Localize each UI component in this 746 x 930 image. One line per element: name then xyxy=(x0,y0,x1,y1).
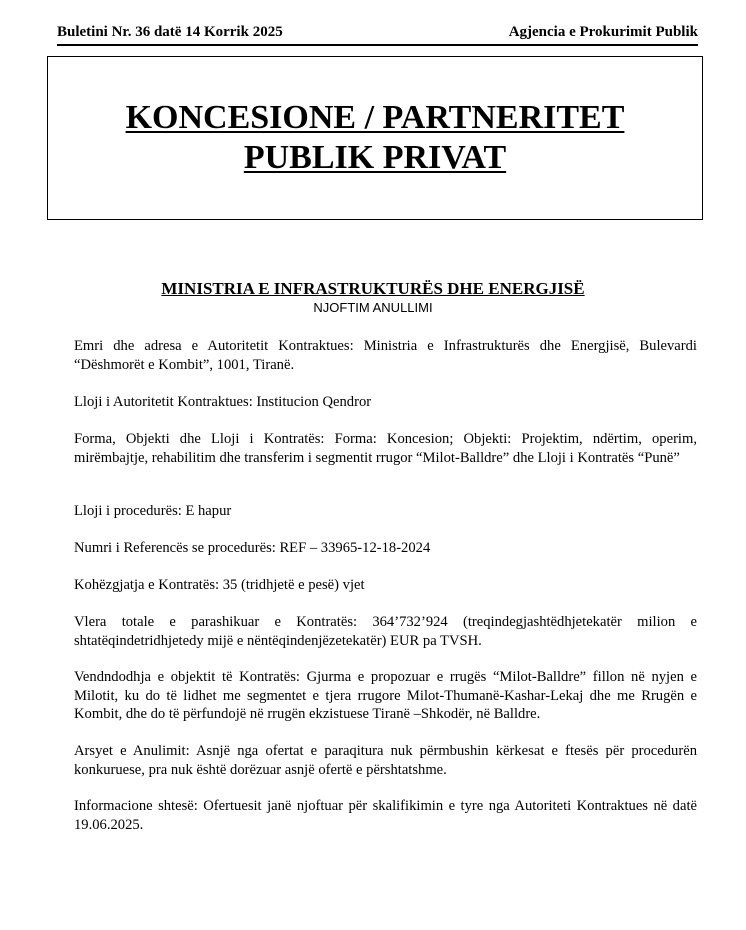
contract-form-object-type: Forma, Objekti dhe Lloji i Kontratës: Forma: Koncesion; Objekti: Projektim, ndërtim, operim, mirëmbajtje, rehabilitim dhe transferim i segmentit rrugor “Milot-Balldre” dhe Lloji i Kontratës “Punë” xyxy=(74,431,697,466)
section-title-box xyxy=(47,56,703,220)
bulletin-number-date: Buletini Nr. 36 datë 14 Korrik 2025 xyxy=(57,23,283,40)
ministry-heading: MINISTRIA E INFRASTRUKTURËS DHE ENERGJISË xyxy=(161,279,585,298)
contracting-authority-name-address: Emri dhe adresa e Autoritetit Kontraktues: Ministria e Infrastrukturës dhe Energjisë, Bulevardi “Dëshmorët e Kombit”, 1001, Tiranë. xyxy=(74,338,697,373)
cancellation-reasons: Arsyet e Anulimit: Asnjë nga ofertat e paraqitura nuk përmbushin kërkesat e ftesës për procedurën konkuruese, pra nuk është dorëzuar asnjë ofertë e përshtatshme. xyxy=(74,743,697,778)
procedure-reference-number: Numri i Referencës se procedurës: REF – 33965-12-18-2024 xyxy=(74,540,431,556)
procedure-type: Lloji i procedurës: E hapur xyxy=(74,503,232,519)
contracting-authority-type: Lloji i Autoritetit Kontraktues: Institucion Qendror xyxy=(74,394,372,410)
contract-total-value: Vlera totale e parashikuar e Kontratës: 364’732’924 (treqindegjashtëdhjetekatër milion e shtatëqindetridhjetedy mijë e nëntëqindenjëzetekatër) EUR pa TVSH. xyxy=(74,614,697,649)
notice-type: NJOFTIM ANULLIMI xyxy=(313,300,433,315)
section-title-line-2: PUBLIK PRIVAT xyxy=(243,139,507,176)
contract-duration: Kohëzgjatja e Kontratës: 35 (tridhjetë e pesë) vjet xyxy=(74,577,365,593)
section-title-line-1: KONCESIONE / PARTNERITET xyxy=(125,99,625,136)
additional-information: Informacione shtesë: Ofertuesit janë njoftuar për skalifikimin e tyre nga Autoriteti Kontraktues në datë 19.06.2025. xyxy=(74,798,697,833)
agency-name: Agjencia e Prokurimit Publik xyxy=(508,23,698,40)
contract-object-location: Vendndodhja e objektit të Kontratës: Gjurma e propozuar e rrugës “Milot-Balldre” fillon në nyjen e Milotit, ku do të lidhet me segmentet e tjera rrugore Milot-Thumanë-Kashar-Lekaj dhe me Rrugën e Kombit, dhe do të përfundojë në rrugën ekzistuese Tiranë –Shkodër, në Balldre. xyxy=(74,669,697,722)
bulletin-header xyxy=(57,20,698,46)
